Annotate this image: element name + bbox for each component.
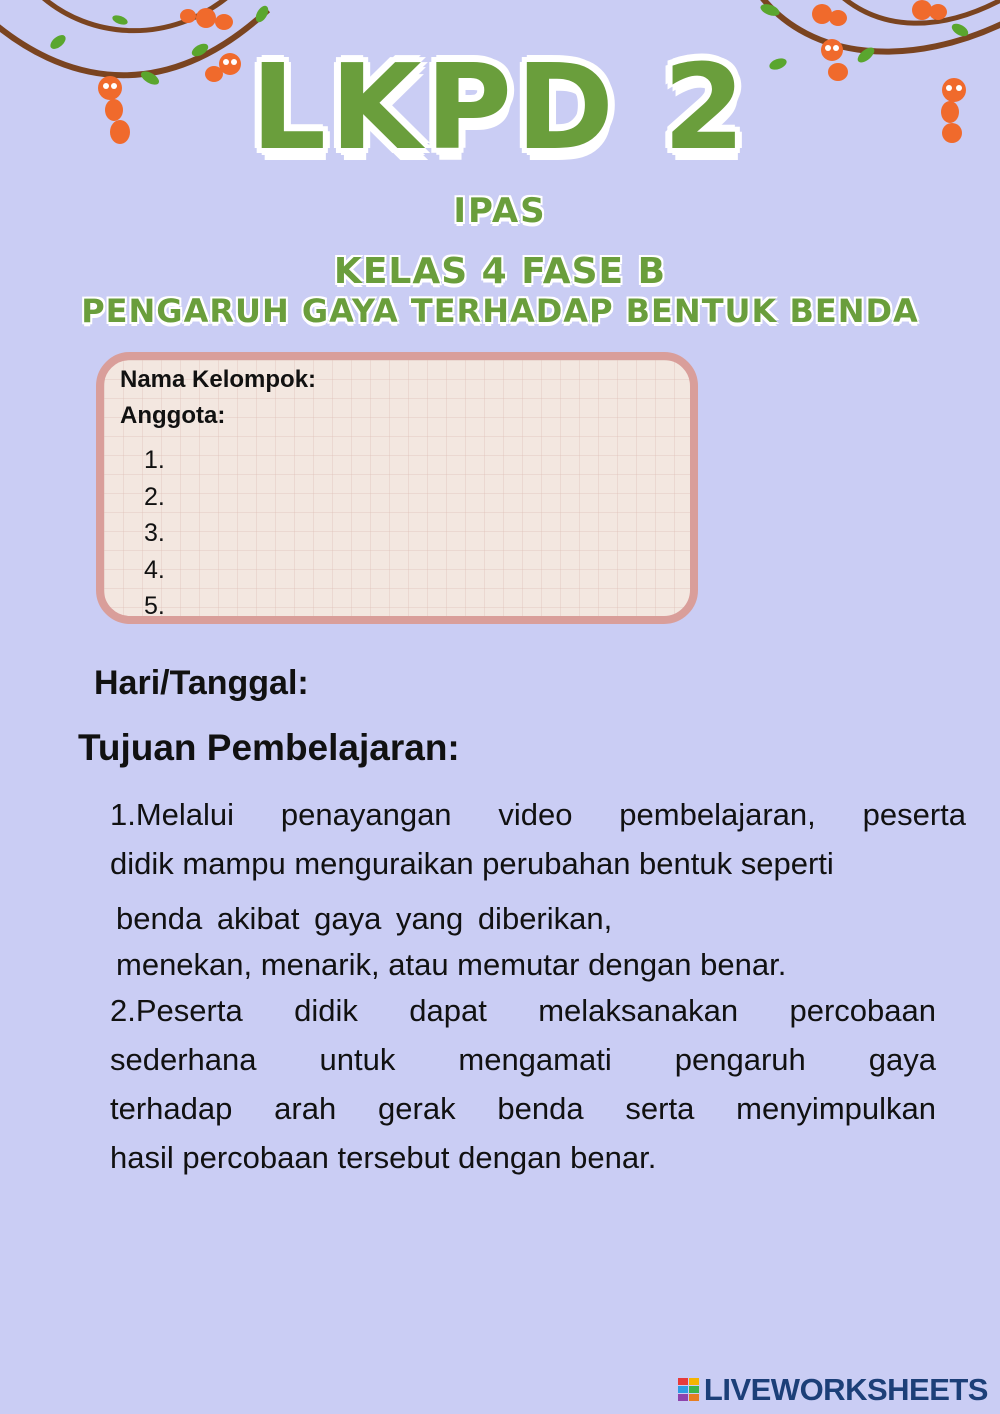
objectives-heading: Tujuan Pembelajaran:	[78, 727, 460, 768]
group-name-label: Nama Kelompok:	[120, 366, 317, 393]
list-item: 2.	[144, 482, 165, 511]
logo-text: LIVEWORKSHEETS	[703, 1372, 988, 1407]
grade-title: KELAS 4 FASE B	[333, 251, 667, 292]
ant-icon	[180, 8, 233, 30]
members-label: Anggota:	[120, 402, 226, 429]
subject-title: IPAS	[453, 191, 547, 231]
date-label: Hari/Tanggal:	[94, 664, 309, 702]
ant-icon	[912, 0, 947, 20]
ant-icon	[812, 4, 847, 26]
group-info-box	[96, 352, 698, 624]
objective-1-line-4: menekan, menarik, atau memutar dengan benar.	[116, 947, 787, 982]
liveworksheets-logo-icon	[678, 1378, 700, 1402]
list-item: 3.	[144, 519, 165, 548]
list-item: 1.	[144, 446, 165, 474]
objective-1-line-3: benda akibat gaya yang diberikan,	[116, 901, 613, 936]
list-item: 4.	[144, 555, 165, 584]
objective-2-line-2: sederhana untuk mengamati pengaruh gaya	[110, 1042, 936, 1077]
objective-1-line-2: didik mampu menguraikan perubahan bentuk seperti	[110, 846, 834, 881]
list-item: 5.	[144, 592, 165, 621]
page-title: LKPD 2	[250, 38, 750, 176]
objective-1	[110, 790, 966, 888]
member-list	[144, 442, 165, 625]
objective-2-line-1: 2.Peserta didik dapat melaksanakan percobaan	[110, 993, 936, 1028]
objective-1-line-1: 1.Melalui penayangan video pembelajaran, peserta	[110, 797, 966, 832]
objective-2	[110, 986, 936, 1182]
liveworksheets-logo[interactable]	[678, 1372, 988, 1408]
objective-2-line-3: terhadap arah gerak benda serta menyimpulkan	[110, 1091, 936, 1126]
topic-title: PENGARUH GAYA TERHADAP BENTUK BENDA	[81, 292, 919, 330]
objective-2-line-4: hasil percobaan tersebut dengan benar.	[110, 1140, 657, 1175]
